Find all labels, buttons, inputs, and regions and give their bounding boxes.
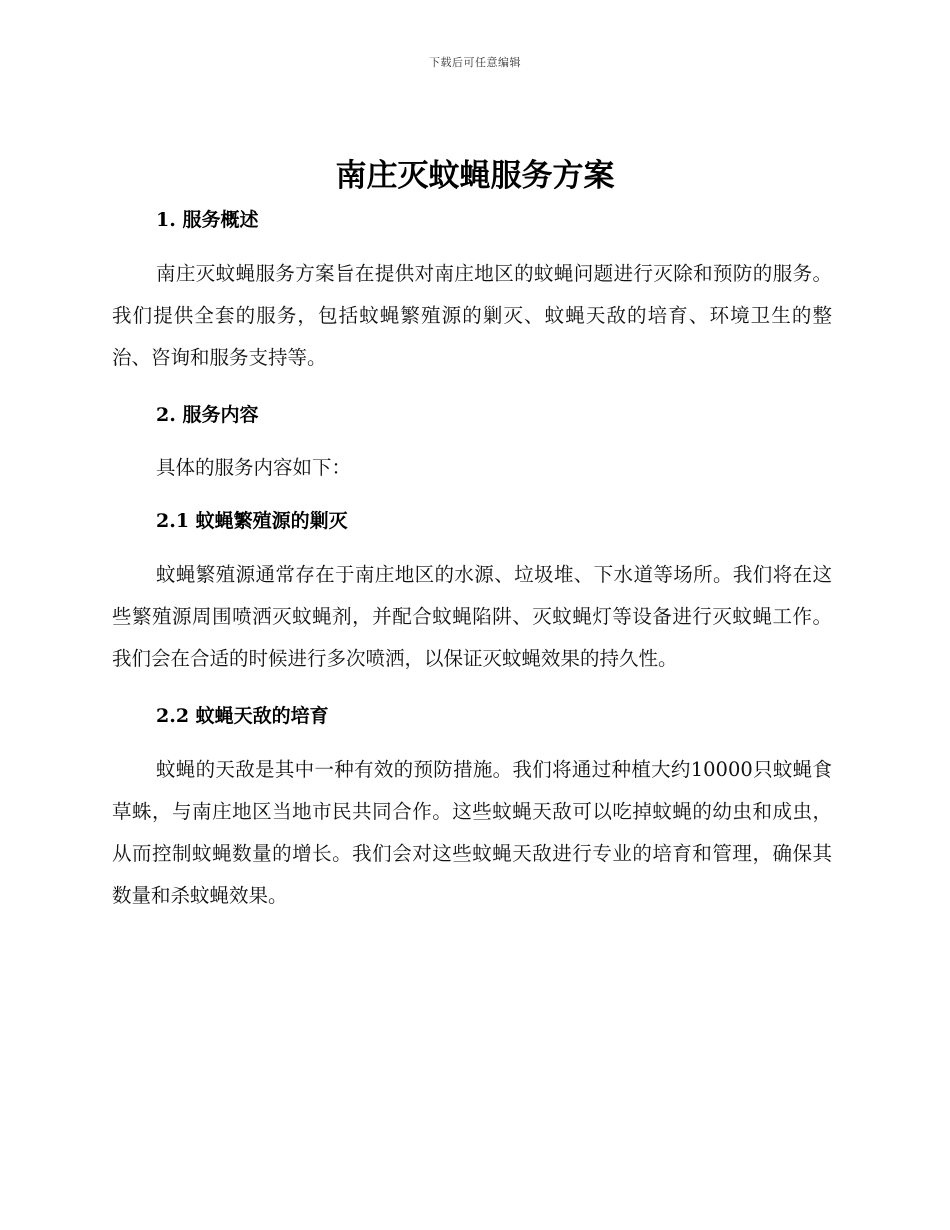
section-heading-content: 2. 服务内容 <box>156 404 259 426</box>
section-paragraph-breeding-source: 蚊蝇繁殖源通常存在于南庄地区的水源、垃圾堆、下水道等场所。我们将在这些繁殖源周围喷洒灭蚊蝇剂，并配合蚊蝇陷阱、灭蚊蝇灯等设备进行灭蚊蝇工作。我们会在合适的时候进行多次喷洒，以保证灭蚊蝇效果的持久性。 <box>112 563 832 670</box>
section-paragraph-natural-enemy: 蚊蝇的天敌是其中一种有效的预防措施。我们将通过种植大约10000只蚊蝇食草蛛，与南庄地区当地市民共同合作。这些蚊蝇天敌可以吃掉蚊蝇的幼虫和成虫，从而控制蚊蝇数量的增长。我们会对这些蚊蝇天敌进行专业的培育和管理，确保其数量和杀蚊蝇效果。 <box>112 758 832 907</box>
section-paragraph-overview: 南庄灭蚊蝇服务方案旨在提供对南庄地区的蚊蝇问题进行灭除和预防的服务。我们提供全套的服务，包括蚊蝇繁殖源的剿灭、蚊蝇天敌的培育、环境卫生的整治、咨询和服务支持等。 <box>112 262 832 369</box>
section-heading-breeding-source: 2.1 蚊蝇繁殖源的剿灭 <box>156 510 348 532</box>
section-paragraph-content: 具体的服务内容如下： <box>156 456 352 479</box>
document-title: 南庄灭蚊蝇服务方案 <box>335 158 615 194</box>
document-body <box>112 204 832 917</box>
section-heading-overview: 1. 服务概述 <box>156 209 259 231</box>
section-heading-natural-enemy: 2.2 蚊蝇天敌的培育 <box>156 705 329 727</box>
page-header: 下载后可任意编辑 <box>429 56 521 69</box>
